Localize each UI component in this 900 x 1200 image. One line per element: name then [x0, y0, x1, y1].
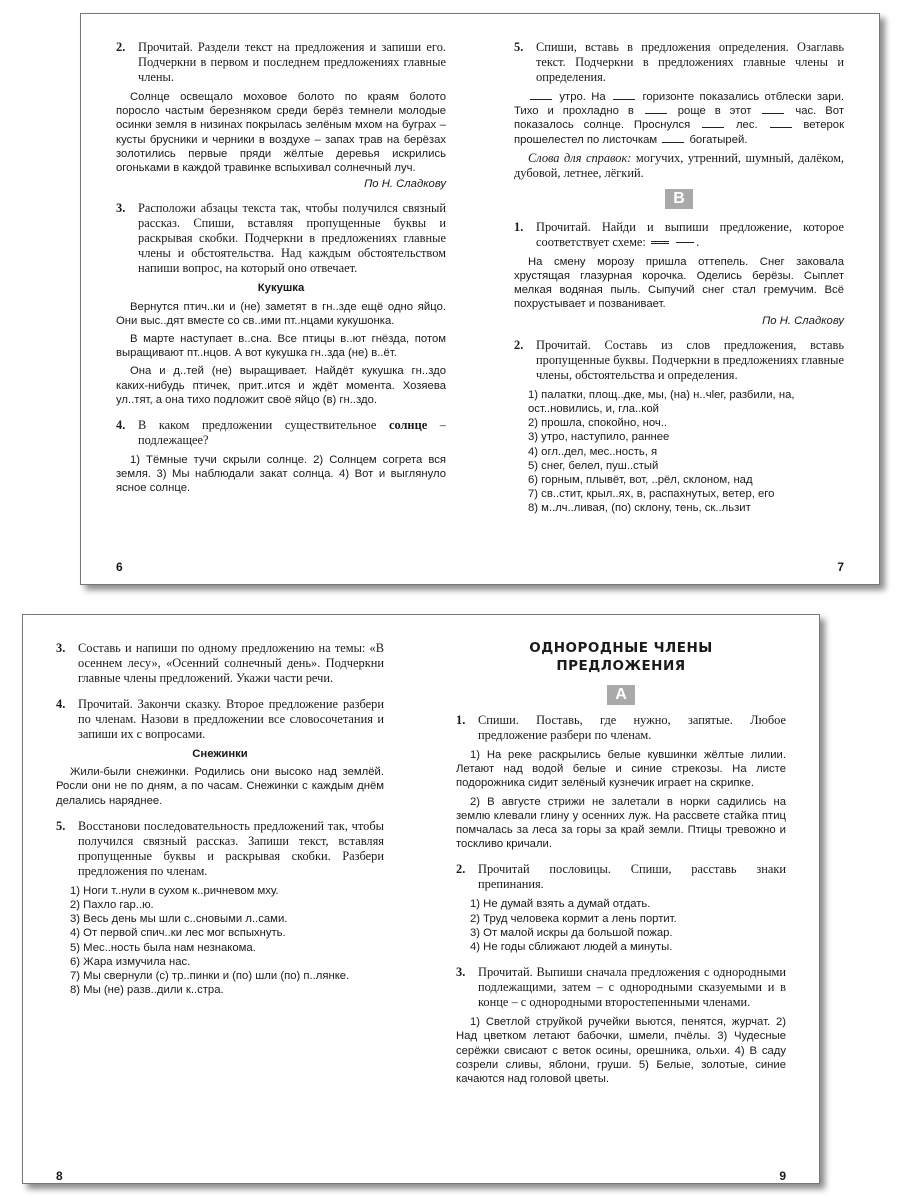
task-instruction-part: Прочитай. Найди и выпиши предложение, которое соответствует схеме: [536, 219, 844, 249]
page-7 [514, 40, 844, 584]
predicate-scheme-icon [676, 242, 694, 243]
task-instruction: Спиши. Поставь, где нужно, запятые. Любое предложение разбери по членам. [478, 713, 786, 742]
blank-line [530, 90, 552, 100]
task-instruction: Прочитай. Составь из слов предложения, вставь пропущенные буквы. Подчеркни в предложениях главные члены, обстоятельства и определения. [536, 337, 844, 382]
task-number: 4. [116, 418, 126, 433]
task-number: 1. [514, 219, 524, 234]
section-heading [456, 639, 786, 675]
word-hint-label: Слова для справок: [528, 150, 632, 165]
page-8 [56, 641, 384, 1183]
task-instruction-part: В каком предложении существительное [138, 418, 389, 433]
task-1 [456, 713, 786, 743]
task-text: 1) Светлой струйкой ручейки вьются, пенятся, журчат. 2) Над цветком летают бабочки, шмели, пчёлы. 3) Чудесные серёжки свисают с веток осины, орешника, ольхи. 4) В саду созрели сливы, яблони, груши. 5) Белые, золотые, синие качаются над головой цветы. [456, 1016, 786, 1086]
word-list [514, 388, 844, 516]
list-item: 4) огл..дел, мес..ность, я [528, 445, 658, 458]
text-fragment: горизонте показались отблески зари. Тихо и прохладно в [514, 91, 845, 118]
task-number: 5. [56, 818, 66, 833]
list-item: 5) снег, белел, пуш..стый [528, 459, 659, 472]
text-title: Снежинки [192, 748, 248, 760]
list-item: 2) прошла, спокойно, ноч.. [528, 417, 668, 430]
task-number: 2. [514, 337, 524, 352]
list-item: 3) утро, наступило, раннее [528, 431, 670, 444]
task-instruction: Прочитай. Выпиши сначала предложения с однородными подлежащими, затем – с однородными сказуемыми и в конце – с однородными второстепенными членами. [478, 965, 786, 1010]
task-instruction: Спиши, вставь в предложения определения. Озаглавь текст. Подчеркни в предложениях главные члены и определения. [536, 40, 844, 84]
text-title: Кукушка [257, 282, 305, 295]
author-credit: По Н. Сладкову [364, 178, 446, 191]
page-number: 9 [779, 1169, 786, 1183]
page-number: 6 [116, 560, 123, 574]
page-number: 7 [837, 560, 844, 574]
task-number: 2. [456, 862, 466, 877]
task-number: 2. [116, 40, 126, 54]
task-text: 2) В августе стрижи не залетали в норки садились на землю клевали глину у осенних луж. На рассвете стайка птиц помчалась за леса за горы за край земли. Птицы тревожно и тоскливо кричали. [456, 795, 786, 851]
list-item: 7) Мы свернули (с) тр..пинки и (по) шли (по) п..лянке. [70, 970, 350, 983]
task-text: 1) На реке раскрылись белые кувшинки жёлтые лилии. Летают над водой белые и синие стрекозы. На листе подорожника сидит зелёный кузнечик играет на скрипке. [456, 749, 786, 790]
text-fragment: ветерок прошелестел по листочкам [514, 119, 845, 146]
proverb-list [456, 897, 786, 954]
b-task-2 [514, 338, 844, 383]
task-text: На смену морозу пришла оттепель. Снег заковала хрустящая глазурная корочка. Оделись берёзы. Сыплет мелкая водяная пыль. Сыпучий снег стал гремучим. Всё похрустывает и позванивает. [514, 255, 844, 311]
blank-line [770, 118, 792, 128]
page-6 [116, 40, 446, 584]
b-task-1 [514, 220, 844, 250]
blank-line [702, 118, 724, 128]
task-number: 3. [56, 641, 66, 655]
task-text: Солнце освещало моховое болото по краям болото поросло частым березняком среди берёз темнели молодые осинки земля в низинах покрылась зелёным мхом на буграх – кусты брусники и черники в воздухе – запах трав на берёзах золотились первые пряди жёлтые деревья искрились огоньками в каждой травинке вспыхивал солнечный луч. [116, 91, 446, 175]
task-instruction: Прочитай. Раздели текст на предложения и запиши его. Подчеркни в первом и последнем предложениях главные члены. [138, 40, 446, 84]
task-text [514, 90, 844, 147]
author-credit: По Н. Сладкову [762, 314, 844, 327]
blank-line [662, 133, 684, 143]
text-fragment: богатырей. [689, 133, 748, 146]
list-item: 1) палатки, площ..дке, мы, (на) н..чleг, разбили, на, ост..новились, и, гла..кой [528, 388, 795, 416]
list-item: 8) м..лч..ливая, (по) склону, тень, ск..льзит [528, 502, 751, 515]
subject-scheme-icon [651, 241, 669, 244]
list-item: 6) горным, плывёт, вот, ..рёл, склоном, над [528, 474, 753, 487]
task-text: Жили-были снежинки. Родились они высоко над землёй. Росли они не по дням, а по часам. Снежинки с каждым днём делались наряднее. [56, 766, 384, 807]
list-item: 3) Весь день мы шли с..сновыми л..сами. [70, 913, 288, 926]
blank-line [762, 104, 784, 114]
text-paragraph: Вернутся птич..ки и (не) заметят в гн..зде ещё одно яйцо. Они выс..дят вместе со св..ими пт..нцами кукушонка. [116, 300, 446, 327]
list-item: 4) От первой спич..ки лес мог вспыхнуть. [70, 927, 286, 940]
list-item: 6) Жара измучила нас. [70, 955, 191, 968]
task-instruction [138, 418, 446, 448]
page-number: 8 [56, 1169, 63, 1183]
task-instruction: Прочитай. Закончи сказку. Второе предложение разбери по членам. Назови в предложении все словосочетания и запиши их с вопросами. [78, 697, 384, 741]
word-hint-words: могучих, утренний, шумный, далёком, дубовой, летнее, лёгкий. [514, 150, 845, 180]
task-4 [56, 697, 384, 742]
sentence-list [56, 884, 384, 998]
task-5 [514, 40, 844, 85]
text-paragraph: Она и д..тей (не) выращивает. Найдёт кукушка гн..здо каких-нибудь птичек, прит..ится и ждёт момента. Хозяева ул..тят, а она тихо подложит своё яйцо (в) гн..здо. [116, 365, 446, 406]
task-instruction: Прочитай пословицы. Спиши, расставь знаки препинания. [478, 862, 786, 892]
task-number: 3. [456, 965, 466, 980]
task-instruction: Прочитай. Найди и выпиши предложение, которое соответствует схеме: . [536, 219, 844, 249]
task-keyword: солнце [388, 418, 428, 433]
text-paragraph: В марте наступает в..сна. Все птицы в..ют гнёзда, потом выращивают пт..нцов. А вот кукушка гн..зда (не) в..ёт. [116, 333, 446, 360]
task-number: 3. [116, 201, 126, 216]
list-item: 2) Труд человека кормит а лень портит. [470, 912, 677, 925]
list-item: 1) Ноги т..нули в сухом к..ричневом мху. [70, 884, 279, 897]
bottom-page-spread [22, 614, 820, 1184]
section-heading-line: ПРЕДЛОЖЕНИЯ [556, 658, 686, 674]
task-number: 5. [514, 40, 524, 54]
list-item: 7) св..стит, крыл..ях, в, распахнутых, ветер, его [528, 488, 775, 501]
text-fragment: роще в этот [677, 105, 752, 118]
top-page-spread [80, 13, 880, 585]
task-instruction: Расположи абзацы текста так, чтобы получился связный рассказ. Спиши, вставляя пропущенные буквы и раскрывая скобки. Подчеркни в предложениях главные члены и обстоятельства. Над каждым обстоятельством напиши вопрос, на который оно отвечает. [138, 201, 446, 276]
section-heading-line: ОДНОРОДНЫЕ ЧЛЕНЫ [529, 640, 713, 656]
list-item: 3) От малой искры да большой пожар. [470, 926, 673, 939]
blank-line [613, 90, 635, 100]
task-instruction: Восстанови последовательность предложений так, чтобы получился связный рассказ. Запиши текст, вставляя пропущенные буквы и раскрывая скобки. Разбери предложения по членам. [78, 818, 384, 878]
task-5 [56, 819, 384, 879]
task-3 [116, 201, 446, 276]
text-fragment: час. Вот показалось солнце. Проснулся [514, 105, 845, 132]
list-item: 4) Не годы сближают людей а минуты. [470, 941, 673, 954]
task-3 [456, 965, 786, 1010]
task-2 [116, 40, 446, 85]
task-2 [456, 862, 786, 892]
page-9 [456, 639, 786, 1183]
list-item: 2) Пахло гар..ю. [70, 899, 154, 912]
section-badge-b: В [665, 189, 693, 209]
task-number: 1. [456, 713, 466, 727]
task-instruction: Составь и напиши по одному предложению на темы: «В осеннем лесу», «Осенний солнечный день». Подчеркни главные члены предложений. Укажи части речи. [78, 641, 384, 685]
text-fragment: утро. На [559, 91, 606, 103]
section-badge-a: А [607, 685, 635, 705]
task-3 [56, 641, 384, 686]
task-4 [116, 418, 446, 448]
text-fragment: лес. [735, 119, 758, 132]
list-item: 8) Мы (не) разв..дили к..стра. [70, 984, 224, 997]
list-item: 5) Мес..ность была нам незнакома. [70, 941, 256, 954]
task-number: 4. [56, 697, 66, 711]
blank-line [645, 104, 667, 114]
task-text: 1) Тёмные тучи скрыли солнце. 2) Солнцем согрета вся земля. 3) Мы наблюдали закат солнца. 4) Вот и выглянуло ясное солнце. [116, 454, 446, 495]
task-instruction-part: – подлежащее? [138, 418, 446, 448]
word-hint [514, 151, 844, 181]
list-item: 1) Не думай взять а думай отдать. [470, 898, 651, 911]
